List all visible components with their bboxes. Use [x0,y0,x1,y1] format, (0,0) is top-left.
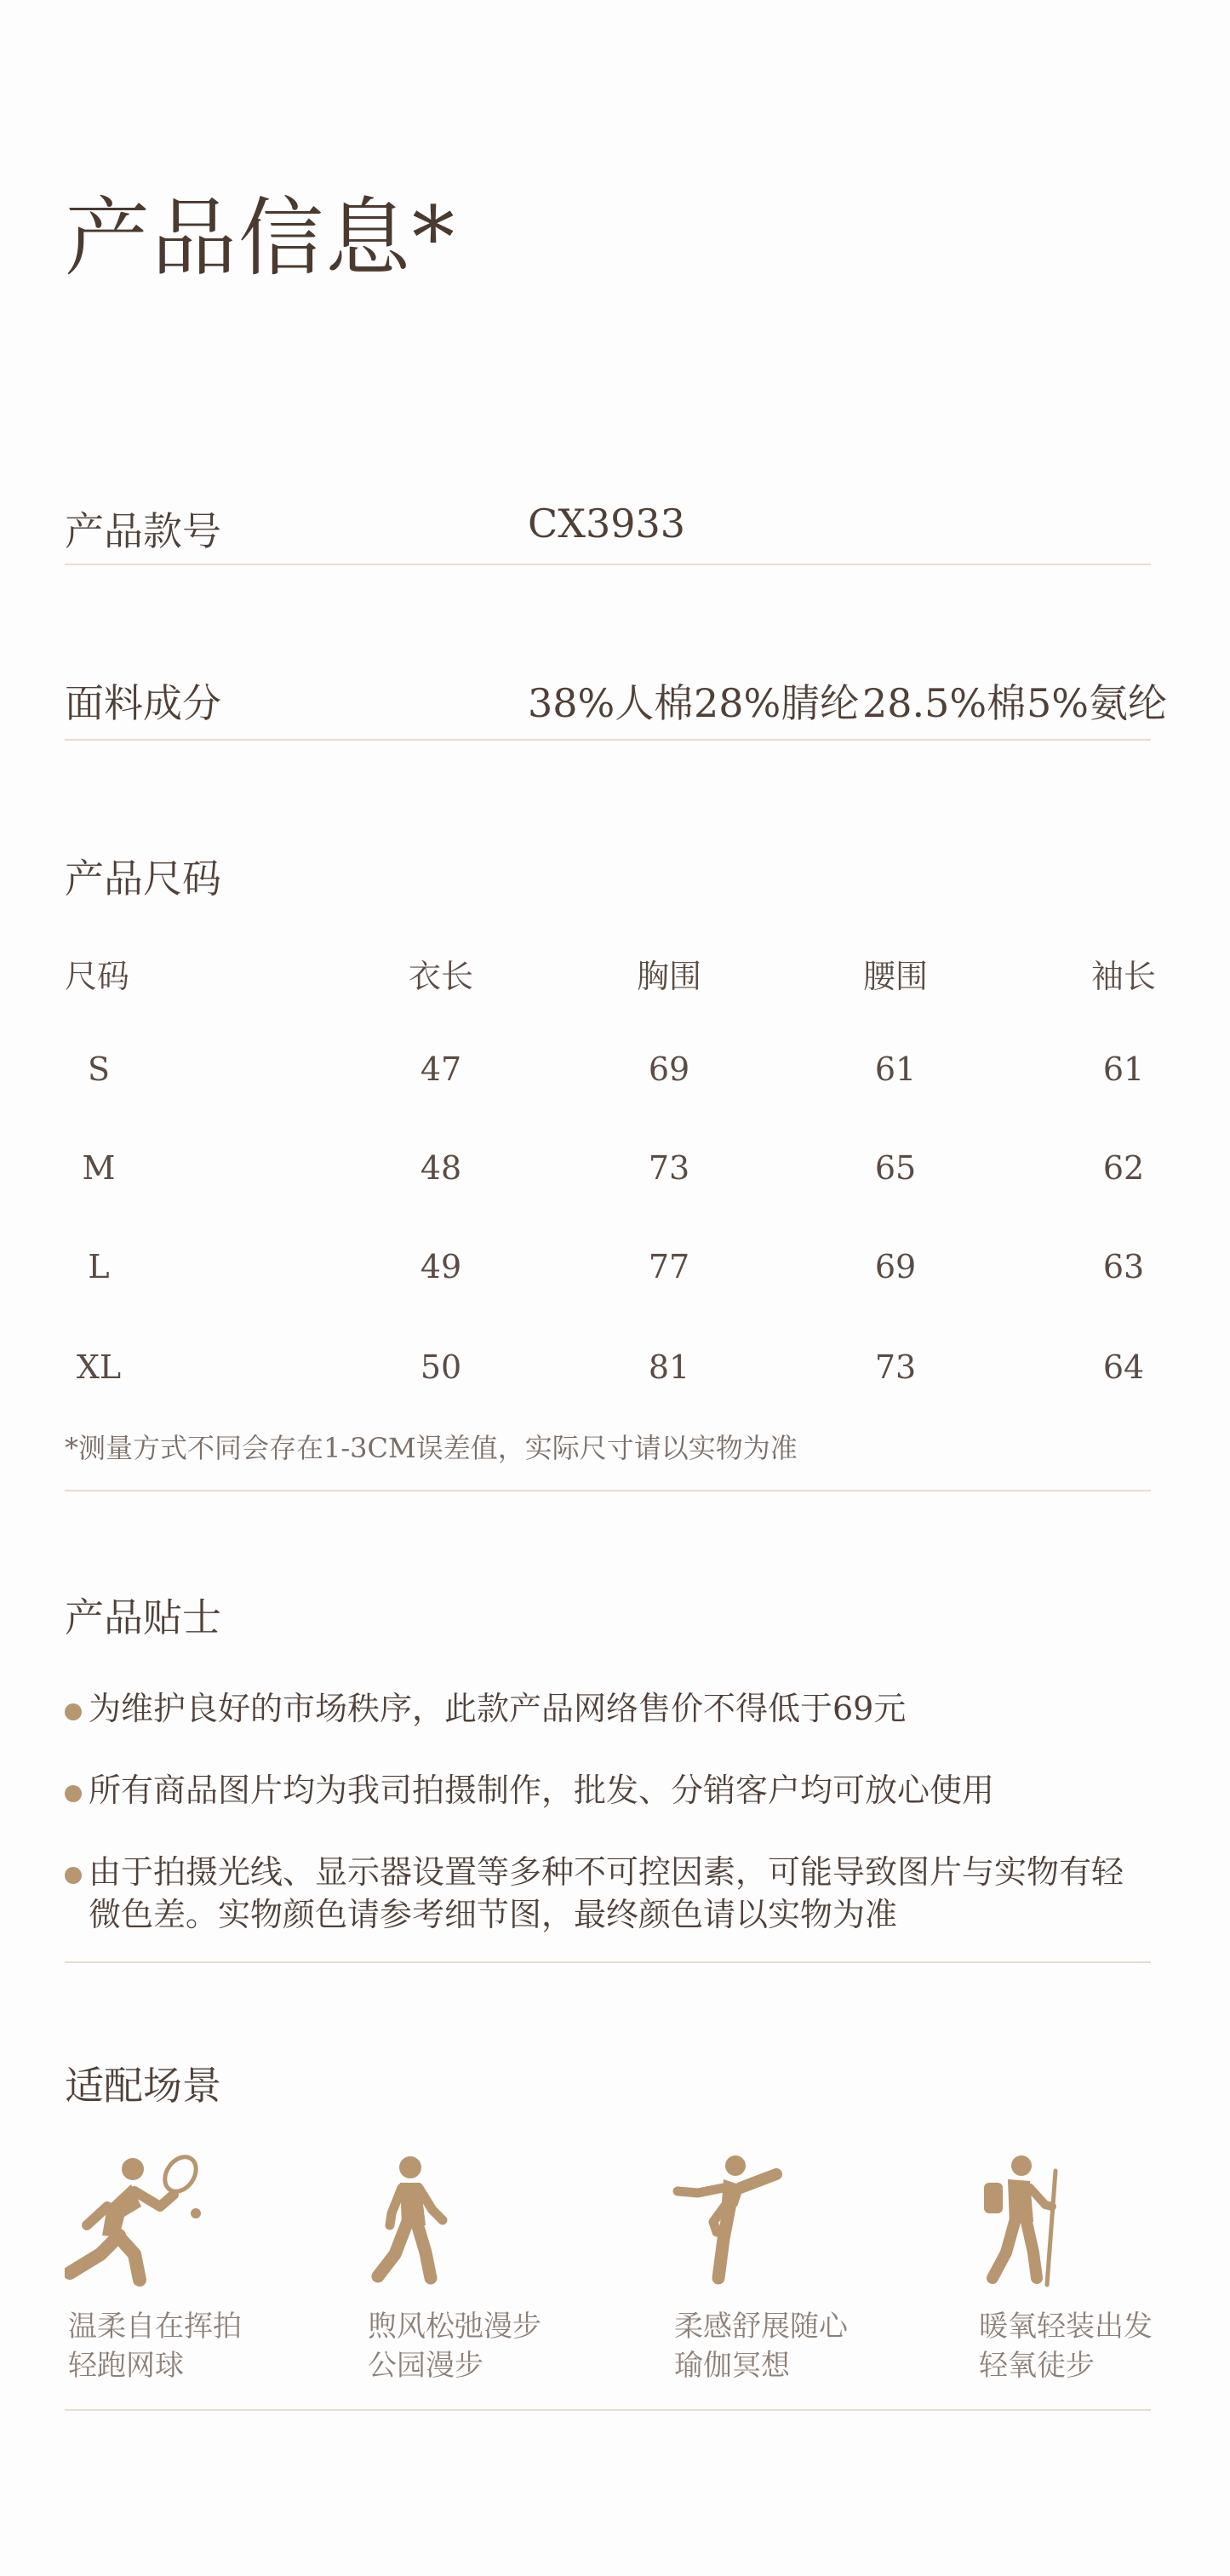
size-header-length: 衣长 [408,958,474,995]
table-cell: 65 [874,1149,917,1187]
table-cell: 77 [648,1248,690,1285]
table-cell: 73 [648,1149,690,1187]
tip-text: 由于拍摄光线、显示器设置等多种不可控因素，可能导致图片与实物有轻微色差。实物颜色请参考细节图，最终颜色请以实物为准 [89,1853,1124,1933]
table-cell: 50 [420,1348,462,1386]
scenes-section-title: 适配场景 [65,2063,221,2109]
measurement-note: *测量方式不同会存在1-3CM误差值，实际尺寸请以实物为准 [65,1432,798,1464]
size-header-sleeve: 袖长 [1090,958,1157,995]
page-title: 产品信息* [65,188,456,288]
scene-caption [674,2307,848,2385]
scene-caption [979,2307,1153,2385]
tip-item [65,1851,1146,1936]
table-cell: XL [76,1348,122,1386]
scene-line1: 暖氧轻装出发 [979,2310,1153,2344]
scene-line2: 瑜伽冥想 [674,2349,790,2383]
tip-item [65,1769,1151,1812]
fabric-value-4: 5%氨纶 [1027,680,1167,726]
bullet-dot-icon [65,1867,82,1884]
size-header-size: 尺码 [65,958,130,995]
size-header-waist: 腰围 [862,958,929,995]
scene-walking [366,2154,587,2290]
product-code-label: 产品款号 [65,508,221,554]
fabric-value-3: 28.5%棉 [862,680,1027,726]
scene-tennis [65,2154,286,2290]
tip-text: 为维护良好的市场秩序，此款产品网络售价不得低于69元 [89,1690,907,1727]
bullet-dot-icon [65,1703,82,1720]
divider [65,739,1151,741]
scene-hiking [977,2154,1199,2290]
scene-line2: 公园漫步 [368,2349,483,2383]
table-cell: L [88,1248,110,1285]
walking-person-icon [366,2154,460,2290]
fabric-value-2: 28%腈纶 [694,680,860,726]
scene-line2: 轻跑网球 [68,2349,184,2383]
size-section-title: 产品尺码 [65,856,221,902]
scene-caption [368,2307,541,2385]
tip-text: 所有商品图片均为我司拍摄制作，批发、分销客户均可放心使用 [89,1772,995,1809]
table-cell: 61 [874,1050,917,1088]
table-cell: 61 [1102,1050,1145,1088]
table-cell: 69 [874,1248,917,1285]
tip-item [65,1687,1151,1730]
divider [65,1490,1151,1491]
scene-yoga [672,2154,894,2290]
table-cell: 69 [648,1050,690,1088]
divider [65,2409,1151,2411]
table-cell: 81 [648,1348,690,1386]
product-code-value: CX3933 [528,501,686,547]
size-header-chest: 胸围 [636,958,702,995]
scene-line1: 柔感舒展随心 [674,2310,848,2344]
yoga-pose-icon [672,2154,783,2290]
hiker-icon [977,2154,1071,2290]
table-cell: 47 [420,1050,462,1088]
table-cell: 48 [420,1149,462,1187]
table-cell: 62 [1102,1149,1145,1187]
scene-line1: 煦风松弛漫步 [368,2310,541,2344]
divider [65,564,1151,565]
fabric-value-1: 38%人棉 [528,680,694,726]
tennis-player-icon [65,2154,209,2290]
scene-line1: 温柔自在挥拍 [68,2310,242,2344]
divider [65,1961,1151,1963]
table-cell: 64 [1102,1348,1145,1386]
bullet-dot-icon [65,1785,82,1802]
table-cell: 49 [420,1248,462,1285]
scene-caption [68,2307,242,2385]
fabric-label: 面料成分 [65,680,221,726]
table-cell: S [87,1050,111,1088]
table-cell: 63 [1102,1248,1145,1285]
table-cell: 73 [874,1348,917,1386]
tips-section-title: 产品贴士 [65,1594,221,1640]
scene-line2: 轻氧徒步 [979,2349,1095,2383]
table-cell: M [82,1149,116,1187]
